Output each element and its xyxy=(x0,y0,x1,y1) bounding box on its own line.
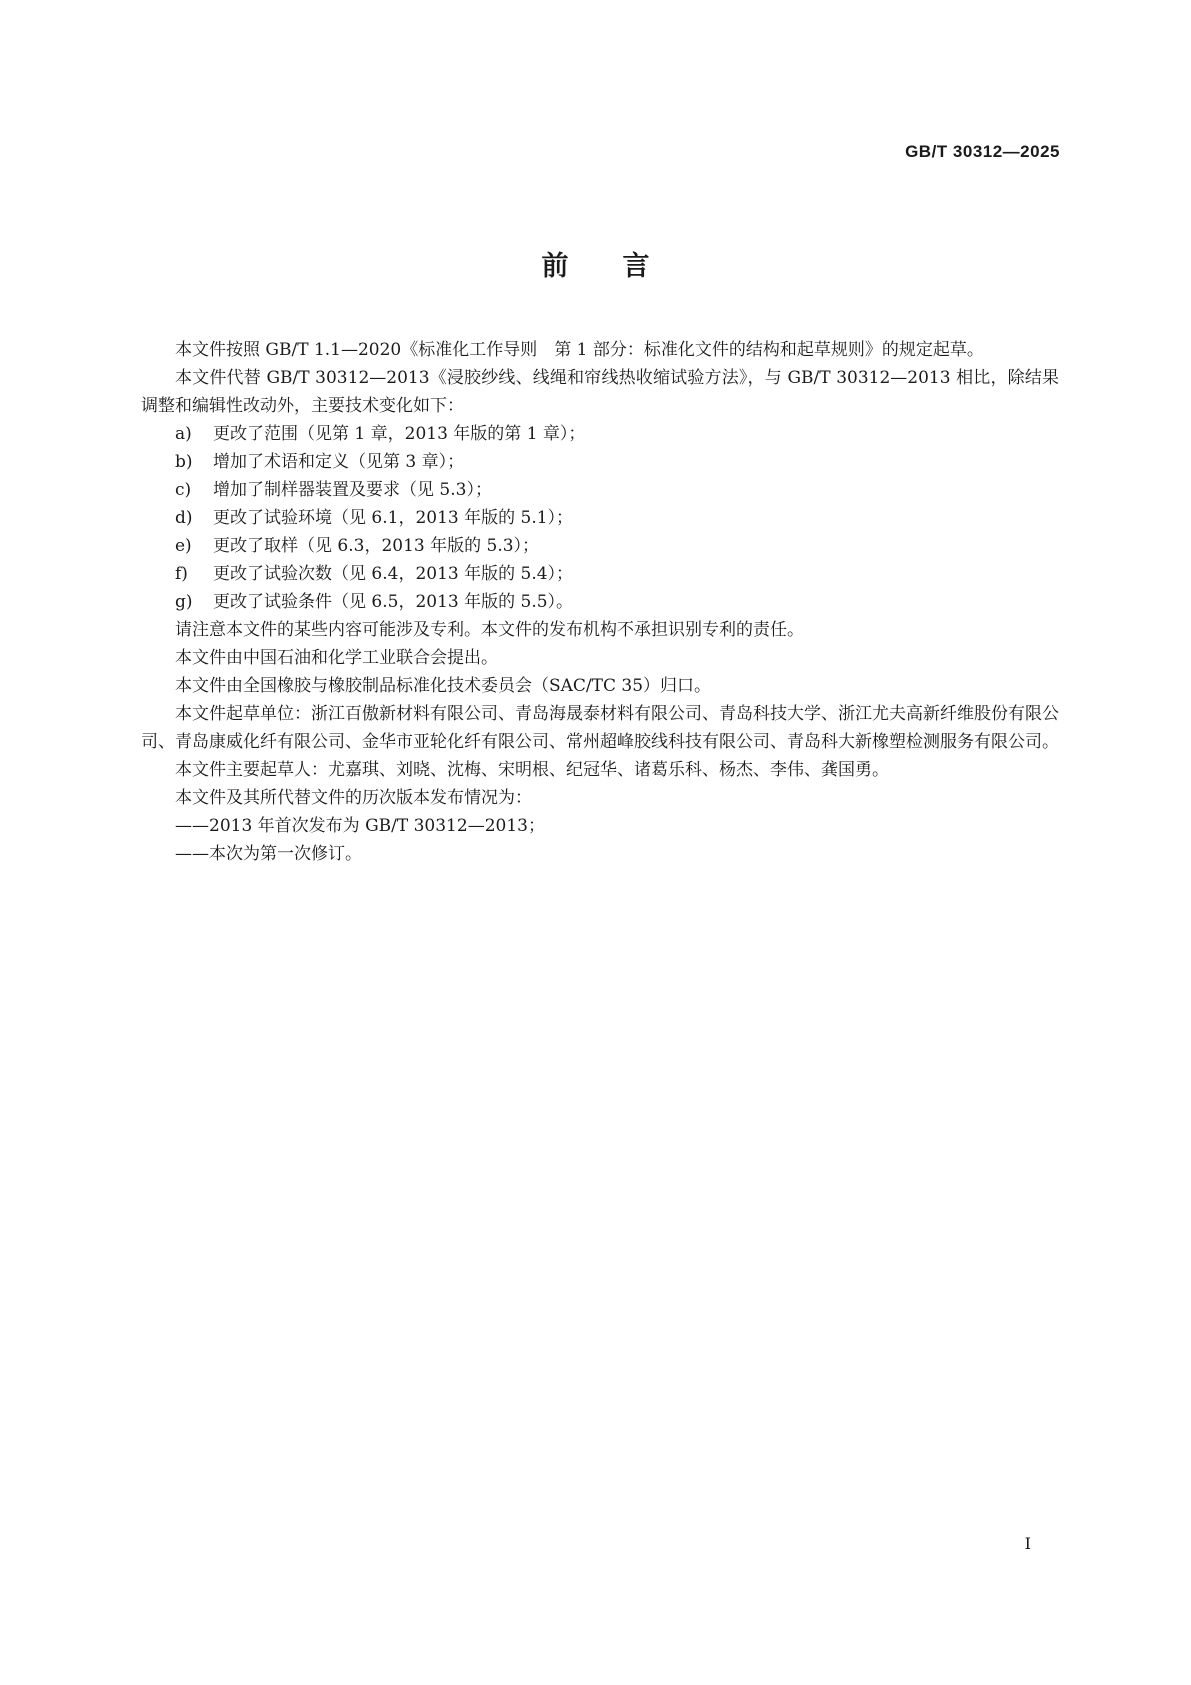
paragraph-version-history: 本文件及其所代替文件的历次版本发布情况为： xyxy=(175,788,532,808)
history-item: ——2013 年首次发布为 GB/T 30312—2013； xyxy=(175,816,545,836)
change-marker: g) xyxy=(175,592,193,612)
standard-number: GB/T 30312—2025 xyxy=(905,142,1060,161)
change-text: 更改了试验环境（见 6.1，2013 年版的 5.1）； xyxy=(213,508,574,528)
paragraph-replacement: 本文件代替 GB/T 30312—2013《浸胶纱线、线绳和帘线热收缩试验方法》，与 GB/T 30312—2013 相比，除结果调整和编辑性改动外，主要技术变化如下： xyxy=(141,368,1059,416)
change-text: 增加了制样器装置及要求（见 5.3）； xyxy=(213,480,492,500)
page-title: 前言 xyxy=(541,251,704,282)
change-item xyxy=(141,476,1059,504)
change-marker: f) xyxy=(175,564,188,584)
paragraph-drafting-units: 本文件起草单位：浙江百傲新材料有限公司、青岛海晟泰材料有限公司、青岛科技大学、浙江尤夫高新纤维股份有限公司、青岛康威化纤有限公司、金华市亚轮化纤有限公司、常州超峰胶线科技有限公司、青岛科大新橡塑检测服务有限公司。 xyxy=(141,704,1059,752)
change-text: 更改了试验条件（见 6.5，2013 年版的 5.5）。 xyxy=(213,592,574,612)
paragraph-proposer: 本文件由中国石油和化学工业联合会提出。 xyxy=(175,648,498,668)
change-text: 更改了取样（见 6.3，2013 年版的 5.3）； xyxy=(213,536,540,556)
change-item xyxy=(141,588,1059,616)
change-marker: c) xyxy=(175,480,192,500)
change-marker: b) xyxy=(175,452,193,472)
change-marker: a) xyxy=(175,424,192,444)
paragraph-patent-notice: 请注意本文件的某些内容可能涉及专利。本文件的发布机构不承担识别专利的责任。 xyxy=(175,620,804,640)
paragraph-committee: 本文件由全国橡胶与橡胶制品标准化技术委员会（SAC/TC 35）归口。 xyxy=(175,676,712,696)
change-text: 更改了试验次数（见 6.4，2013 年版的 5.4）； xyxy=(213,564,574,584)
history-item: ——本次为第一次修订。 xyxy=(175,844,362,864)
paragraph-drafting-rules: 本文件按照 GB/T 1.1—2020《标准化工作导则 第 1 部分：标准化文件的结构和起草规则》的规定起草。 xyxy=(175,340,984,360)
change-item xyxy=(141,420,1059,448)
change-item xyxy=(141,448,1059,476)
paragraph-drafters: 本文件主要起草人：尤嘉琪、刘晓、沈梅、宋明根、纪冠华、诸葛乐科、杨杰、李伟、龚国勇。 xyxy=(175,760,889,780)
change-item xyxy=(141,532,1059,560)
change-item xyxy=(141,504,1059,532)
change-text: 增加了术语和定义（见第 3 章）； xyxy=(213,452,465,472)
change-marker: d) xyxy=(175,508,193,528)
change-marker: e) xyxy=(175,536,192,556)
change-text: 更改了范围（见第 1 章，2013 年版的第 1 章）； xyxy=(213,424,586,444)
change-item xyxy=(141,560,1059,588)
page-number: I xyxy=(1024,1534,1031,1553)
foreword-body xyxy=(141,336,1059,868)
